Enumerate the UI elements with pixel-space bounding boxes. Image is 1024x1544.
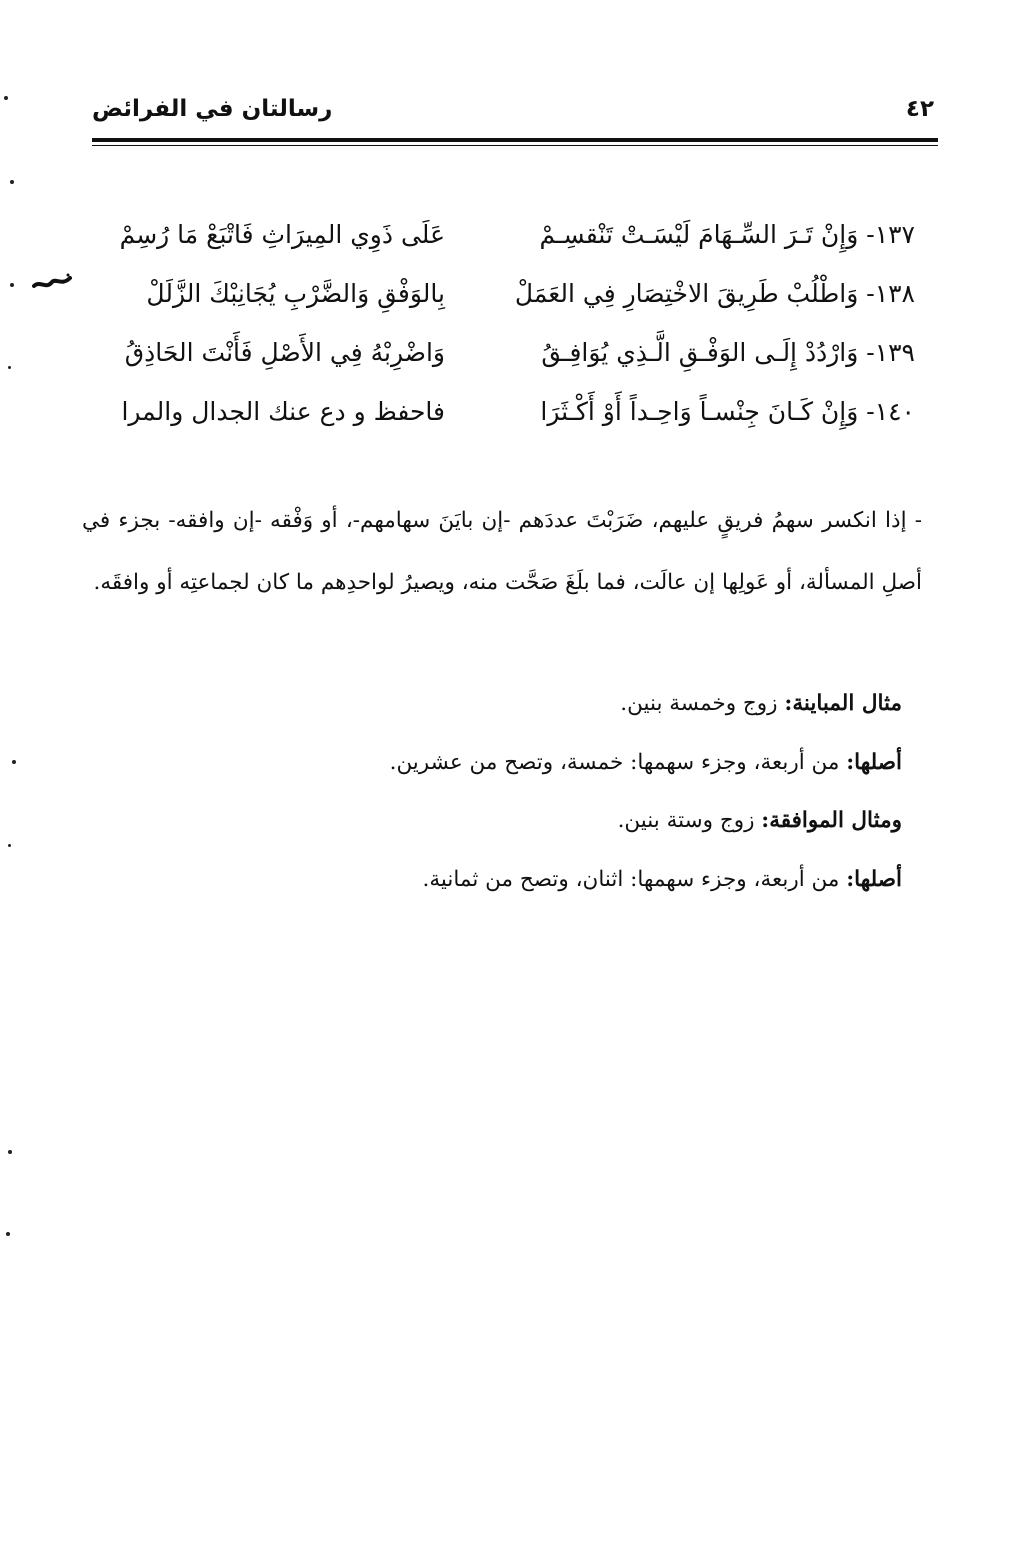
example-label: أصلها: — [846, 866, 902, 892]
verse-137 — [100, 210, 915, 269]
example-line — [202, 792, 902, 851]
scan-speck — [8, 1150, 12, 1154]
verse-second-hemistich: عَلَى ذَوِي المِيرَاثِ فَاتْبَعْ مَا رُسِمْ — [119, 220, 445, 249]
header-rule-thick — [92, 138, 938, 142]
scan-speck — [6, 1232, 10, 1236]
example-text: من أربعة، وجزء سهمها: اثنان، وتصح من ثمانية. — [422, 866, 847, 892]
commentary-paragraph — [82, 490, 922, 614]
commentary-text: - إذا انكسر سهمُ فريقٍ عليهم، ضَرَبْتَ عددَهم -إن بايَنَ سهامهم-، أو وَفْقه -إن وافقه- بجزء في أصلِ المسألة، أو عَولِها إن عالَت، فما بلَغَ صَحَّت منه، ويصيرُ لواحدِهم ما كان لجماعتِه أو وافقَه. — [82, 508, 922, 595]
example-line — [202, 734, 902, 793]
scan-speck — [12, 760, 16, 764]
example-text: من أربعة، وجزء سهمها: خمسة، وتصح من عشرين. — [389, 749, 847, 775]
example-line — [202, 851, 902, 910]
scan-speck — [10, 283, 14, 287]
verse-first-hemistich: ١٣٧- وَإِنْ تَـرَ السِّـهَامَ لَيْسَـتْ تَنْقسِـمْ — [539, 220, 915, 249]
verse-first-hemistich: ١٤٠- وَإِنْ كَـانَ جِنْسـاً وَاحِـداً أَوْ أَكْـثَرَا — [540, 397, 915, 426]
verse-140 — [100, 387, 915, 446]
example-label: ومثال الموافقة: — [761, 808, 902, 833]
verse-first-hemistich: ١٣٩- وَارْدُدْ إِلَـى الوَفْـقِ الَّـذِي يُوَافِـقُ — [541, 338, 915, 367]
running-header — [92, 96, 938, 148]
example-text: زوج وخمسة بنين. — [620, 691, 785, 716]
scan-speck — [8, 366, 11, 369]
scan-speck — [4, 96, 8, 100]
header-rule-thin — [92, 145, 938, 146]
scan-speck — [8, 844, 11, 847]
verse-second-hemistich: وَاضْرِبْهُ فِي الأَصْلِ فَأَنْتَ الحَاذِقُ — [124, 338, 445, 367]
scan-speck — [10, 180, 14, 184]
verse-139 — [100, 328, 915, 387]
example-line — [202, 675, 902, 734]
examples-block — [202, 675, 902, 909]
page-number: ٤٢ — [905, 96, 934, 122]
verse-138 — [100, 269, 915, 328]
poem-block — [100, 210, 915, 446]
example-label: مثال المباينة: — [784, 691, 902, 716]
margin-ink-mark — [32, 272, 72, 294]
header-title: رسالتان في الفرائض — [92, 96, 333, 122]
verse-second-hemistich: بِالوَفْقِ وَالضَّرْبِ يُجَانِبْكَ الزَّلَلْ — [146, 279, 445, 308]
verse-first-hemistich: ١٣٨- وَاطْلُبْ طَرِيقَ الاخْتِصَارِ فِي العَمَلْ — [514, 279, 915, 308]
example-text: زوج وستة بنين. — [617, 808, 762, 833]
verse-second-hemistich: فاحفظ و دع عنك الجدال والمرا — [121, 397, 445, 426]
example-label: أصلها: — [846, 749, 902, 775]
